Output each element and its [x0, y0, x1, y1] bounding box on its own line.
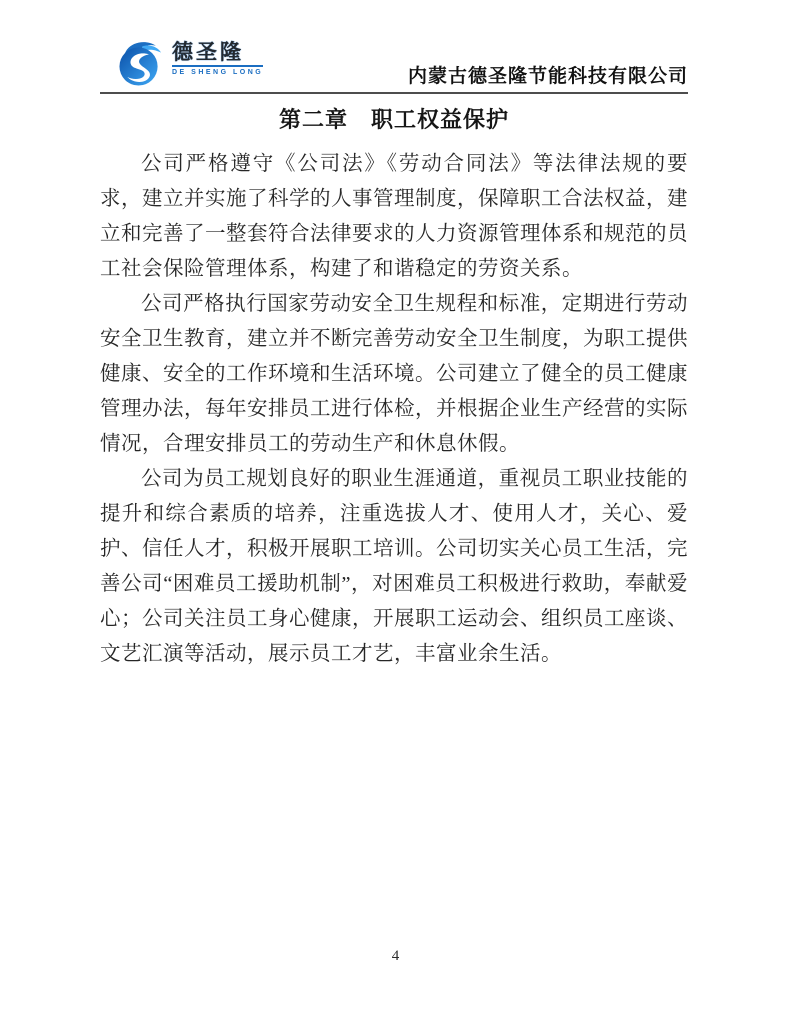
- company-logo: [116, 38, 263, 88]
- document-content: [100, 94, 688, 672]
- header-company-name: 内蒙古德圣隆节能科技有限公司: [407, 66, 688, 87]
- body-text: [100, 147, 688, 672]
- logo-name-english: DE SHENG LONG: [172, 65, 263, 78]
- dragon-s-logo-icon: [116, 38, 168, 88]
- page-header: [100, 0, 688, 94]
- paragraph-3: 公司为员工规划良好的职业生涯通道，重视员工职业技能的提升和综合素质的培养，注重选拔人才、使用人才，关心、爱护、信任人才，积极开展职工培训。公司切实关心员工生活，完善公司“困难员工援助机制”，对困难员工积极进行救助，奉献爱心；公司关注员工身心健康，开展职工运动会、组织员工座谈、文艺汇演等活动，展示员工才艺，丰富业余生活。: [100, 468, 688, 665]
- paragraph-2: 公司严格执行国家劳动安全卫生规程和标准，定期进行劳动安全卫生教育，建立并不断完善劳动安全卫生制度，为职工提供健康、安全的工作环境和生活环境。公司建立了健全的员工健康管理办法，每年安排员工进行体检，并根据企业生产经营的实际情况，合理安排员工的劳动生产和休息休假。: [100, 293, 688, 455]
- page-number: 4: [391, 948, 400, 964]
- logo-name-chinese: 德圣隆: [172, 41, 244, 64]
- chapter-title: 第二章 职工权益保护: [278, 107, 509, 132]
- logo-wordmark: [172, 42, 263, 78]
- paragraph-1: 公司严格遵守《公司法》《劳动合同法》等法律法规的要求，建立并实施了科学的人事管理制度，保障职工合法权益，建立和完善了一整套符合法律要求的人力资源管理体系和规范的员工社会保险管理体系，构建了和谐稳定的劳资关系。: [100, 153, 688, 280]
